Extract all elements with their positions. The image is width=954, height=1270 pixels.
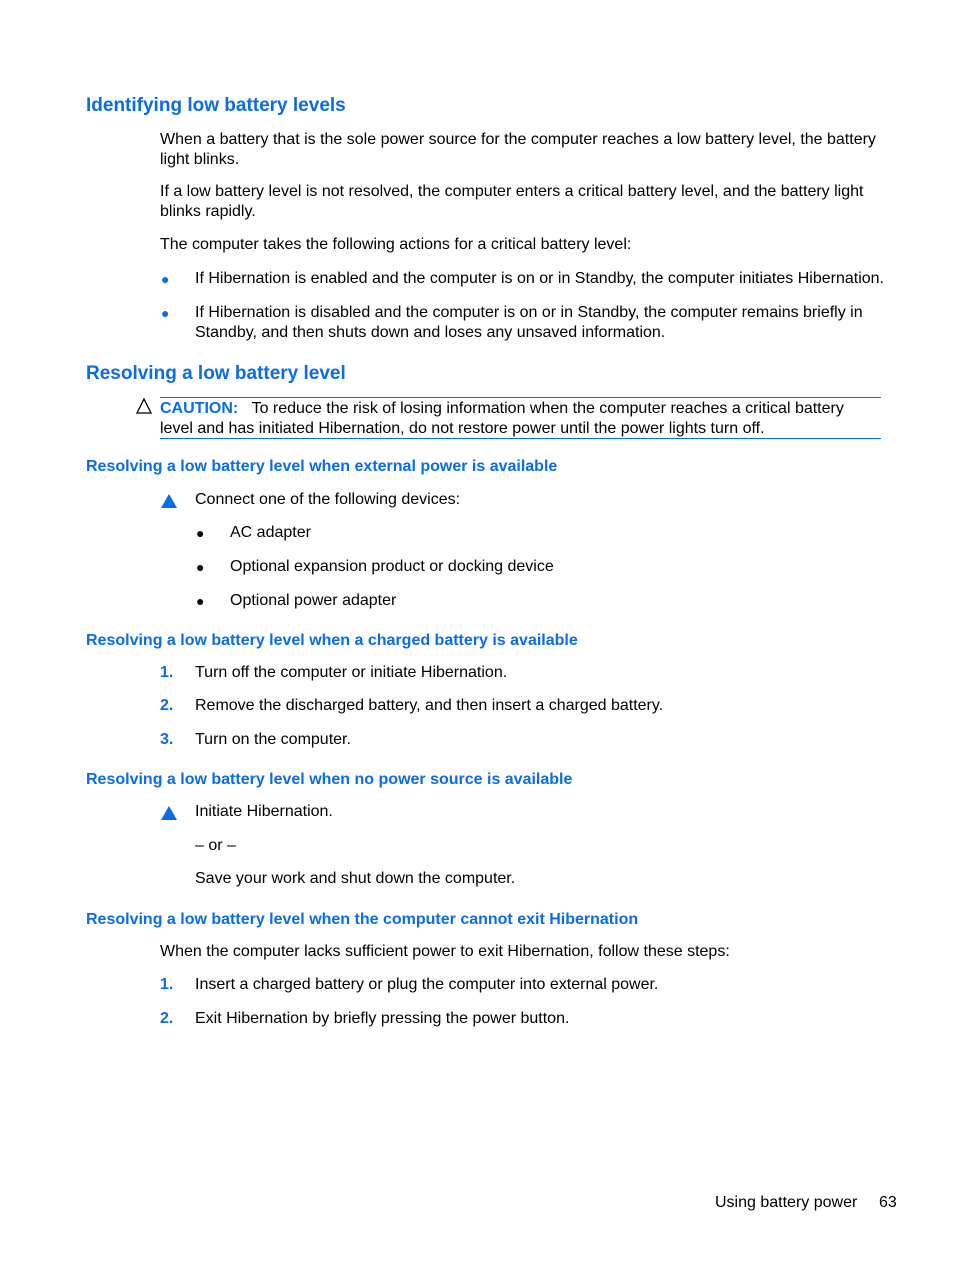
- bullet-icon: ●: [196, 525, 205, 541]
- paragraph-critical-level: If a low battery level is not resolved, the computer enters a critical battery level, and the battery light blinks rapidly.: [160, 183, 864, 220]
- page-number: 63: [879, 1194, 897, 1211]
- step-text: Exit Hibernation by briefly pressing the power button.: [195, 1010, 570, 1027]
- paragraph-intro: When the computer lacks sufficient power to exit Hibernation, follow these steps:: [160, 943, 730, 960]
- paragraph-actions: The computer takes the following actions for a critical battery level:: [160, 236, 632, 253]
- step-text: Initiate Hibernation.: [195, 803, 333, 820]
- list-item: AC adapter: [230, 524, 311, 541]
- heading-cannot-exit: Resolving a low battery level when the computer cannot exit Hibernation: [86, 911, 639, 928]
- step-number: 2.: [160, 1010, 174, 1027]
- step-triangle-icon: [161, 494, 177, 508]
- bullet-icon: ●: [196, 559, 205, 575]
- or-separator: – or –: [195, 837, 236, 854]
- footer-section-title: Using battery power: [715, 1194, 858, 1211]
- list-item: If Hibernation is enabled and the computer is on or in Standby, the computer initiates Hibernation.: [195, 270, 884, 287]
- heading-external-power: Resolving a low battery level when external power is available: [86, 458, 558, 475]
- step-alternative: Save your work and shut down the computer.: [195, 870, 516, 887]
- bullet-icon: ●: [161, 271, 170, 287]
- list-item: If Hibernation is disabled and the computer is on or in Standby, the computer remains briefly in Standby, and then shuts down and loses any unsaved information.: [195, 304, 863, 341]
- caution-label: CAUTION:: [160, 400, 239, 417]
- step-text: Insert a charged battery or plug the computer into external power.: [195, 976, 659, 993]
- step-text: Connect one of the following devices:: [195, 491, 461, 508]
- heading-charged-battery: Resolving a low battery level when a charged battery is available: [86, 632, 578, 649]
- step-text: Turn on the computer.: [195, 731, 351, 748]
- step-number: 2.: [160, 697, 174, 714]
- heading-identifying: Identifying low battery levels: [86, 95, 346, 116]
- caution-text: To reduce the risk of losing information when the computer reaches a critical battery level and has initiated Hibernation, do not restore power until the power lights turn off.: [160, 400, 844, 437]
- heading-resolving: Resolving a low battery level: [86, 363, 346, 384]
- caution-note: [160, 397, 881, 439]
- bullet-icon: ●: [196, 593, 205, 609]
- step-text: Turn off the computer or initiate Hibernation.: [195, 664, 508, 681]
- step-number: 1.: [160, 664, 174, 681]
- caution-icon: [136, 398, 152, 414]
- step-triangle-icon: [161, 806, 177, 820]
- list-item: Optional expansion product or docking device: [230, 558, 554, 575]
- heading-no-power: Resolving a low battery level when no power source is available: [86, 771, 573, 788]
- step-text: Remove the discharged battery, and then insert a charged battery.: [195, 697, 664, 714]
- step-number: 3.: [160, 731, 174, 748]
- list-item: Optional power adapter: [230, 592, 397, 609]
- bullet-icon: ●: [161, 305, 170, 321]
- paragraph-low-level: When a battery that is the sole power source for the computer reaches a low battery level, the battery light blinks.: [160, 131, 876, 168]
- step-number: 1.: [160, 976, 174, 993]
